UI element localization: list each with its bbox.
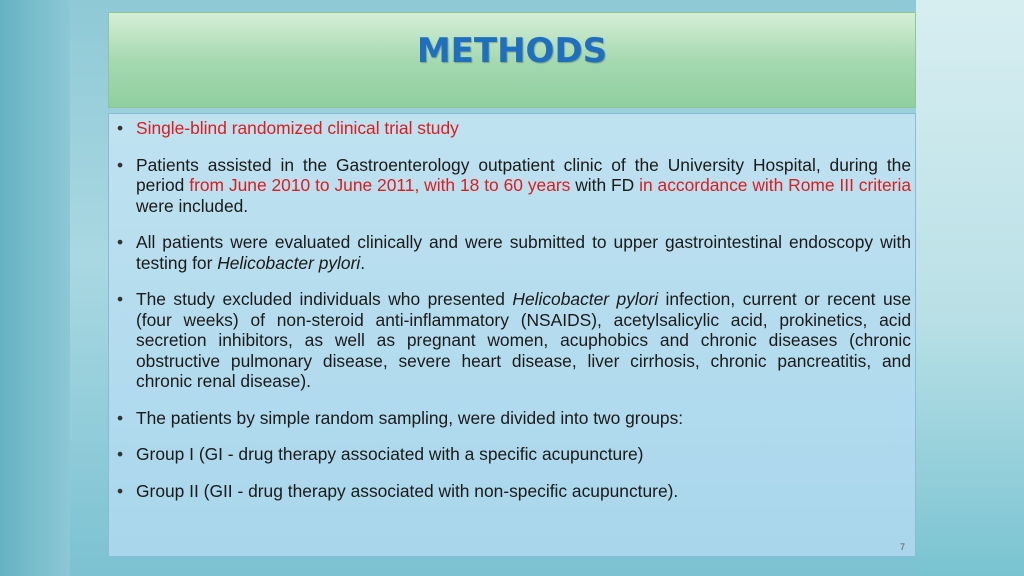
content-box <box>108 113 916 557</box>
bullet-study-design-text: Single-blind randomized clinical trial study <box>136 118 459 138</box>
bullet-list <box>109 118 911 501</box>
bullet-patients-text-3: were included. <box>136 195 249 216</box>
bullet-study-design <box>117 118 911 139</box>
bullet-patients-period: from June 2010 to June 2011, with 18 to 60 years <box>189 175 571 195</box>
bullet-exclusion <box>117 289 911 392</box>
slide-title: METHODS <box>416 31 608 71</box>
bullet-exclusion-text-1: The study excluded individuals who presented <box>136 289 513 309</box>
bullet-randomization <box>117 408 911 429</box>
bullet-patients-text-2: with FD <box>570 175 640 195</box>
background-right-panel <box>916 0 1024 576</box>
bullet-evaluation-text: All patients were evaluated clinically and were submitted to upper gastrointestinal endoscopy with testing for <box>136 232 911 273</box>
page-number: 7 <box>899 542 905 552</box>
bullet-exclusion-text-2: infection, current or recent use (four weeks) of non-steroid anti-inflammatory (NSAIDS), acetylsalicylic acid, prokinetics, acid secretion inhibitors, as well as pregnant women, acuphobics and chronic diseases (chronic obstructive pulmonary disease, severe heart disease, liver cirrhosis, chronic pancreatitis, and chronic renal disease). <box>136 289 911 391</box>
title-box <box>108 12 916 108</box>
bullet-exclusion-organism: Helicobacter pylori <box>512 289 659 309</box>
background-left-panel <box>0 0 70 576</box>
bullet-group-2-text: Group II (GII - drug therapy associated with non-specific acupuncture). <box>136 480 679 501</box>
bullet-group-2 <box>117 481 911 502</box>
bullet-patients-criteria: in accordance with Rome III criteria <box>639 175 911 195</box>
bullet-group-1-text: Group I (GI - drug therapy associated with a specific acupuncture) <box>136 444 644 464</box>
bullet-group-1 <box>117 444 911 465</box>
bullet-evaluation <box>117 232 911 273</box>
bullet-patients <box>117 155 911 217</box>
bullet-randomization-text: The patients by simple random sampling, were divided into two groups: <box>136 407 684 428</box>
bullet-patients-text-1: Patients assisted in the Gastroenterology outpatient clinic of the University Hospital, during the period <box>136 154 911 195</box>
bullet-evaluation-organism: Helicobacter pylori <box>217 252 361 273</box>
bullet-evaluation-end: . <box>360 252 366 273</box>
